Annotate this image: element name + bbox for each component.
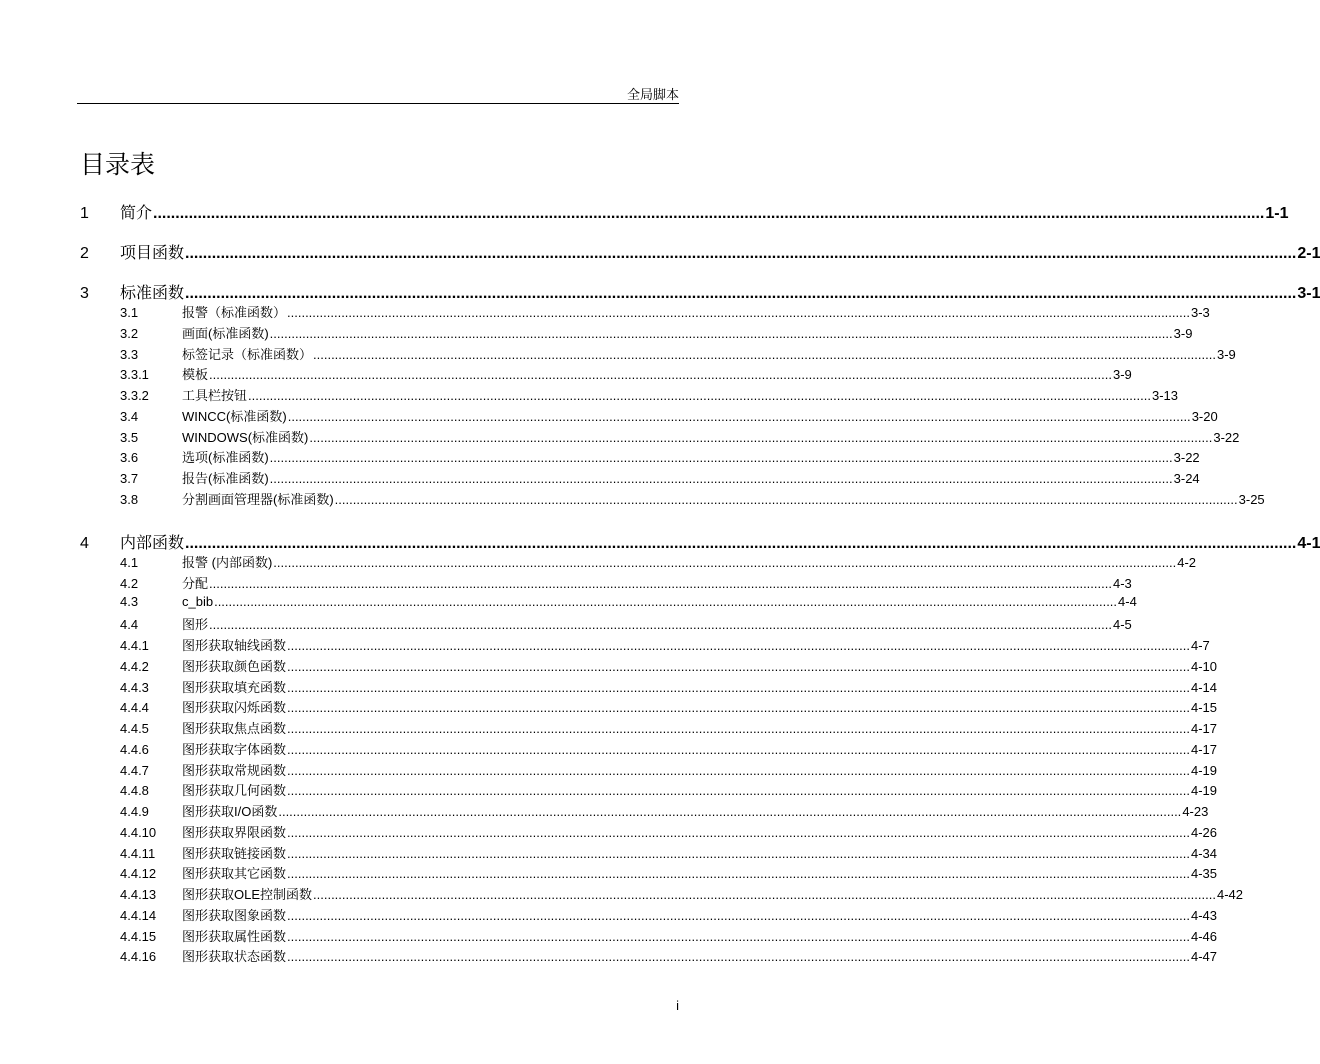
- toc-entry-page: 1-1: [1265, 205, 1289, 222]
- toc-subentry-label: WINCC(标准函数): [182, 408, 287, 424]
- toc-subentry-3.8[interactable]: [80, 489, 1265, 508]
- page-title: 目录表: [80, 151, 156, 179]
- toc-subentry-3.3[interactable]: [80, 344, 1236, 363]
- toc-leader-dots: ..........................................................................................................................................................................................................................................................: [209, 367, 1112, 383]
- toc-subentry-4.2[interactable]: [80, 573, 1132, 592]
- header-rule: [77, 103, 679, 104]
- toc-entry-number: 2: [80, 245, 89, 262]
- toc-subentry-label: 模板: [182, 367, 209, 383]
- toc-subentry-number: 4.2: [120, 575, 139, 591]
- toc-subentry-page: 4-35: [1190, 866, 1218, 882]
- toc-subentry-number: 4.4.9: [120, 804, 149, 819]
- toc-subentry-label: 报警（标准函数）: [182, 305, 287, 320]
- toc-leader-dots: ..........................................................................................................................................................................................................................................................: [209, 617, 1112, 633]
- toc-subentry-label: 图形获取闪烁函数: [182, 700, 287, 716]
- toc-subentry-label: 图形获取轴线函数: [182, 638, 287, 653]
- toc-subentry-page: 4-46: [1190, 928, 1218, 944]
- toc-subentry-3.1[interactable]: [80, 302, 1210, 321]
- toc-subentry-4.4.14[interactable]: [80, 905, 1218, 924]
- toc-leader-dots: ..........................................................................................................................................................................................................................................................: [269, 471, 1173, 486]
- toc-leader-dots: ..........................................................................................................................................................................................................................................................: [287, 679, 1190, 695]
- toc-subentry-number: 3.3.2: [120, 388, 149, 403]
- toc-leader-dots: ..........................................................................................................................................................................................................................................................: [287, 305, 1190, 320]
- toc-subentry-label: 报告(标准函数): [182, 471, 269, 486]
- toc-entry-1[interactable]: [80, 200, 1289, 223]
- toc-entry-number: 4: [80, 535, 89, 552]
- toc-subentry-number: 3.6: [120, 450, 139, 466]
- toc-subentry-4.3[interactable]: [80, 593, 1137, 609]
- toc-subentry-4.4.2[interactable]: [80, 656, 1218, 675]
- toc-subentry-page: 4-17: [1190, 721, 1218, 736]
- toc-subentry-page: 4-4: [1118, 593, 1137, 609]
- toc-subentry-page: 4-15: [1190, 700, 1218, 716]
- toc-subentry-label: WINDOWS(标准函数): [182, 429, 309, 445]
- toc-subentry-label: 分割画面管理器(标准函数): [182, 491, 334, 507]
- toc-subentry-4.1[interactable]: [80, 552, 1197, 571]
- toc-subentry-number: 4.4.7: [120, 762, 149, 778]
- toc-subentry-number: 3.1: [120, 305, 139, 320]
- toc-subentry-label: 工具栏按钮: [182, 388, 248, 403]
- toc-subentry-number: 4.4.11: [120, 845, 156, 861]
- toc-subentry-3.3.2[interactable]: [80, 385, 1179, 404]
- toc-subentry-number: 4.3: [120, 593, 139, 609]
- toc-leader-dots: ..........................................................................................................................................................................................................................................................: [287, 741, 1190, 757]
- toc-subentry-page: 3-9: [1216, 346, 1236, 362]
- toc-subentry-label: 标签记录（标准函数）: [182, 346, 313, 362]
- toc-subentry-page: 4-3: [1112, 575, 1132, 591]
- toc-subentry-3.7[interactable]: [80, 468, 1200, 487]
- toc-entry-label: 标准函数: [120, 285, 185, 302]
- toc-subentry-page: 4-17: [1190, 741, 1218, 757]
- toc-subentry-number: 4.4.1: [120, 638, 149, 653]
- toc-subentry-number: 4.1: [120, 555, 139, 570]
- toc-subentry-label: 图形获取状态函数: [182, 949, 287, 965]
- toc-subentry-page: 4-19: [1190, 783, 1218, 799]
- toc-subentry-label: 图形获取其它函数: [182, 866, 287, 882]
- toc-leader-dots: ..........................................................................................................................................................................................................................................................: [309, 429, 1213, 445]
- toc-subentry-label: 图形获取属性函数: [182, 928, 287, 944]
- toc-subentry-page: 3-9: [1173, 325, 1193, 341]
- toc-subentry-4.4.9[interactable]: [80, 801, 1209, 820]
- toc-subentry-page: 4-7: [1190, 638, 1210, 653]
- toc-subentry-number: 4.4.2: [120, 658, 149, 674]
- toc-entry-label: 简介: [120, 205, 153, 222]
- toc-subentry-page: 3-13: [1151, 388, 1179, 403]
- toc-subentry-number: 3.2: [120, 325, 139, 341]
- toc-leader-dots: ..........................................................................................................................................................................................................................................................: [185, 535, 1297, 552]
- toc-subentry-4.4.3[interactable]: [80, 677, 1218, 696]
- toc-subentry-label: c_bib: [182, 593, 214, 609]
- toc-subentry-page: 3-3: [1190, 305, 1210, 320]
- toc-subentry-4.4.16[interactable]: [80, 946, 1218, 965]
- toc-subentry-number: 3.5: [120, 429, 139, 445]
- toc-subentry-number: 4.4.6: [120, 741, 149, 757]
- toc-subentry-number: 3.7: [120, 471, 139, 486]
- toc-subentry-4.4.8[interactable]: [80, 780, 1218, 799]
- toc-leader-dots: ..........................................................................................................................................................................................................................................................: [185, 245, 1297, 262]
- toc-leader-dots: ..........................................................................................................................................................................................................................................................: [287, 949, 1190, 965]
- toc-subentry-page: 4-26: [1190, 824, 1218, 840]
- toc-subentry-page: 4-34: [1190, 845, 1218, 861]
- toc-subentry-4.4.1[interactable]: [80, 635, 1210, 654]
- toc-subentry-page: 4-5: [1112, 617, 1132, 633]
- toc-subentry-number: 4.4.4: [120, 700, 149, 716]
- toc-subentry-number: 3.3.1: [120, 367, 149, 383]
- toc-subentry-page: 3-25: [1238, 491, 1265, 507]
- toc-leader-dots: ..........................................................................................................................................................................................................................................................: [287, 907, 1190, 923]
- toc-subentry-number: 4.4.15: [120, 928, 157, 944]
- toc-leader-dots: ..........................................................................................................................................................................................................................................................: [214, 593, 1118, 609]
- toc-leader-dots: ..........................................................................................................................................................................................................................................................: [153, 205, 1265, 222]
- toc-leader-dots: ..........................................................................................................................................................................................................................................................: [287, 408, 1191, 424]
- toc-subentry-number: 4.4.14: [120, 907, 157, 923]
- toc-subentry-3.5[interactable]: [80, 427, 1240, 446]
- toc-leader-dots: ..........................................................................................................................................................................................................................................................: [334, 491, 1238, 507]
- toc-subentry-page: 4-2: [1177, 555, 1197, 570]
- toc-subentry-label: 图形获取字体函数: [182, 741, 287, 757]
- toc-entry-number: 3: [80, 285, 89, 302]
- toc-leader-dots: ..........................................................................................................................................................................................................................................................: [287, 845, 1190, 861]
- toc-subentry-4.4.7[interactable]: [80, 760, 1218, 779]
- toc-entry-page: 3-1: [1297, 285, 1320, 302]
- toc-subentry-label: 图形获取I/O函数: [182, 804, 278, 819]
- toc-entry-label: 内部函数: [120, 535, 185, 552]
- toc-leader-dots: ..........................................................................................................................................................................................................................................................: [287, 783, 1190, 799]
- toc-subentry-page: 4-14: [1190, 679, 1218, 695]
- toc-leader-dots: ..........................................................................................................................................................................................................................................................: [287, 700, 1190, 716]
- toc-subentry-label: 选项(标准函数): [182, 450, 269, 466]
- toc-subentry-4.4.6[interactable]: [80, 739, 1218, 758]
- toc-leader-dots: ..........................................................................................................................................................................................................................................................: [287, 638, 1190, 653]
- page-number: i: [676, 998, 679, 1013]
- toc-subentry-label: 画面(标准函数): [182, 325, 269, 341]
- toc-leader-dots: ..........................................................................................................................................................................................................................................................: [287, 721, 1190, 736]
- toc-subentry-page: 4-10: [1190, 658, 1218, 674]
- toc-subentry-4.4.5[interactable]: [80, 718, 1218, 737]
- toc-subentry-page: 3-24: [1173, 471, 1200, 486]
- toc-subentry-page: 4-43: [1190, 907, 1218, 923]
- toc-subentry-4.4.11[interactable]: [80, 843, 1218, 862]
- toc-subentry-3.6[interactable]: [80, 447, 1200, 466]
- toc-leader-dots: ..........................................................................................................................................................................................................................................................: [269, 325, 1173, 341]
- toc-leader-dots: ..........................................................................................................................................................................................................................................................: [185, 285, 1297, 302]
- toc-subentry-label: 图形: [182, 617, 209, 633]
- toc-subentry-page: 3-9: [1112, 367, 1132, 383]
- toc-subentry-4.4.15[interactable]: [80, 926, 1218, 945]
- running-header: 全局脚本: [626, 87, 679, 102]
- toc-leader-dots: ..........................................................................................................................................................................................................................................................: [287, 658, 1190, 674]
- toc-leader-dots: ..........................................................................................................................................................................................................................................................: [287, 824, 1190, 840]
- toc-subentry-4.4[interactable]: [80, 614, 1132, 633]
- toc-subentry-number: 4.4: [120, 617, 139, 633]
- toc-leader-dots: ..........................................................................................................................................................................................................................................................: [209, 575, 1112, 591]
- toc-leader-dots: ..........................................................................................................................................................................................................................................................: [287, 866, 1190, 882]
- toc-subentry-label: 图形获取几何函数: [182, 783, 287, 799]
- toc-subentry-label: 图形获取颜色函数: [182, 658, 287, 674]
- toc-entry-page: 4-1: [1297, 535, 1320, 552]
- toc-subentry-number: 4.4.5: [120, 721, 149, 736]
- toc-subentry-label: 图形获取OLE控制函数: [182, 887, 313, 902]
- toc-subentry-page: 4-19: [1190, 762, 1218, 778]
- toc-leader-dots: ..........................................................................................................................................................................................................................................................: [248, 388, 1151, 403]
- toc-subentry-page: 4-47: [1190, 949, 1218, 965]
- toc-subentry-label: 图形获取常规函数: [182, 762, 287, 778]
- toc-subentry-3.4[interactable]: [80, 406, 1218, 425]
- toc-leader-dots: ..........................................................................................................................................................................................................................................................: [313, 346, 1216, 362]
- toc-subentry-number: 4.4.3: [120, 679, 149, 695]
- toc-entry-3[interactable]: [80, 280, 1320, 303]
- toc-subentry-number: 4.4.10: [120, 824, 157, 840]
- toc-entry-page: 2-1: [1297, 245, 1320, 262]
- toc-subentry-number: 4.4.16: [120, 949, 157, 965]
- toc-subentry-label: 分配: [182, 575, 209, 591]
- toc-entry-4[interactable]: [80, 530, 1320, 553]
- toc-entry-label: 项目函数: [120, 245, 185, 262]
- toc-subentry-label: 图形获取链接函数: [182, 845, 287, 861]
- toc-subentry-number: 4.4.12: [120, 866, 157, 882]
- toc-subentry-number: 3.3: [120, 346, 139, 362]
- toc-leader-dots: ..........................................................................................................................................................................................................................................................: [313, 887, 1216, 902]
- toc-entry-2[interactable]: [80, 240, 1320, 263]
- toc-subentry-number: 4.4.8: [120, 783, 149, 799]
- toc-subentry-4.4.10[interactable]: [80, 822, 1218, 841]
- toc-subentry-number: 3.8: [120, 491, 139, 507]
- toc-subentry-3.2[interactable]: [80, 323, 1193, 342]
- toc-leader-dots: ..........................................................................................................................................................................................................................................................: [273, 555, 1177, 570]
- toc-subentry-4.4.4[interactable]: [80, 697, 1218, 716]
- toc-subentry-label: 报警 (内部函数): [182, 555, 273, 570]
- toc-subentry-page: 3-22: [1213, 429, 1240, 445]
- toc-leader-dots: ..........................................................................................................................................................................................................................................................: [287, 762, 1190, 778]
- toc-subentry-page: 4-23: [1182, 804, 1209, 819]
- toc-subentry-3.3.1[interactable]: [80, 364, 1132, 383]
- toc-subentry-page: 3-20: [1191, 408, 1218, 424]
- toc-subentry-label: 图形获取焦点函数: [182, 721, 287, 736]
- toc-leader-dots: ..........................................................................................................................................................................................................................................................: [278, 804, 1182, 819]
- toc-leader-dots: ..........................................................................................................................................................................................................................................................: [287, 928, 1190, 944]
- toc-leader-dots: ..........................................................................................................................................................................................................................................................: [269, 450, 1173, 466]
- toc-subentry-label: 图形获取图象函数: [182, 907, 287, 923]
- toc-subentry-4.4.13[interactable]: [80, 884, 1244, 903]
- toc-entry-number: 1: [80, 205, 89, 222]
- toc-subentry-label: 图形获取界限函数: [182, 824, 287, 840]
- toc-subentry-number: 3.4: [120, 408, 139, 424]
- toc-subentry-label: 图形获取填充函数: [182, 679, 287, 695]
- toc-subentry-page: 4-42: [1216, 887, 1244, 902]
- toc-subentry-4.4.12[interactable]: [80, 863, 1218, 882]
- toc-subentry-page: 3-22: [1173, 450, 1200, 466]
- toc-subentry-number: 4.4.13: [120, 887, 157, 902]
